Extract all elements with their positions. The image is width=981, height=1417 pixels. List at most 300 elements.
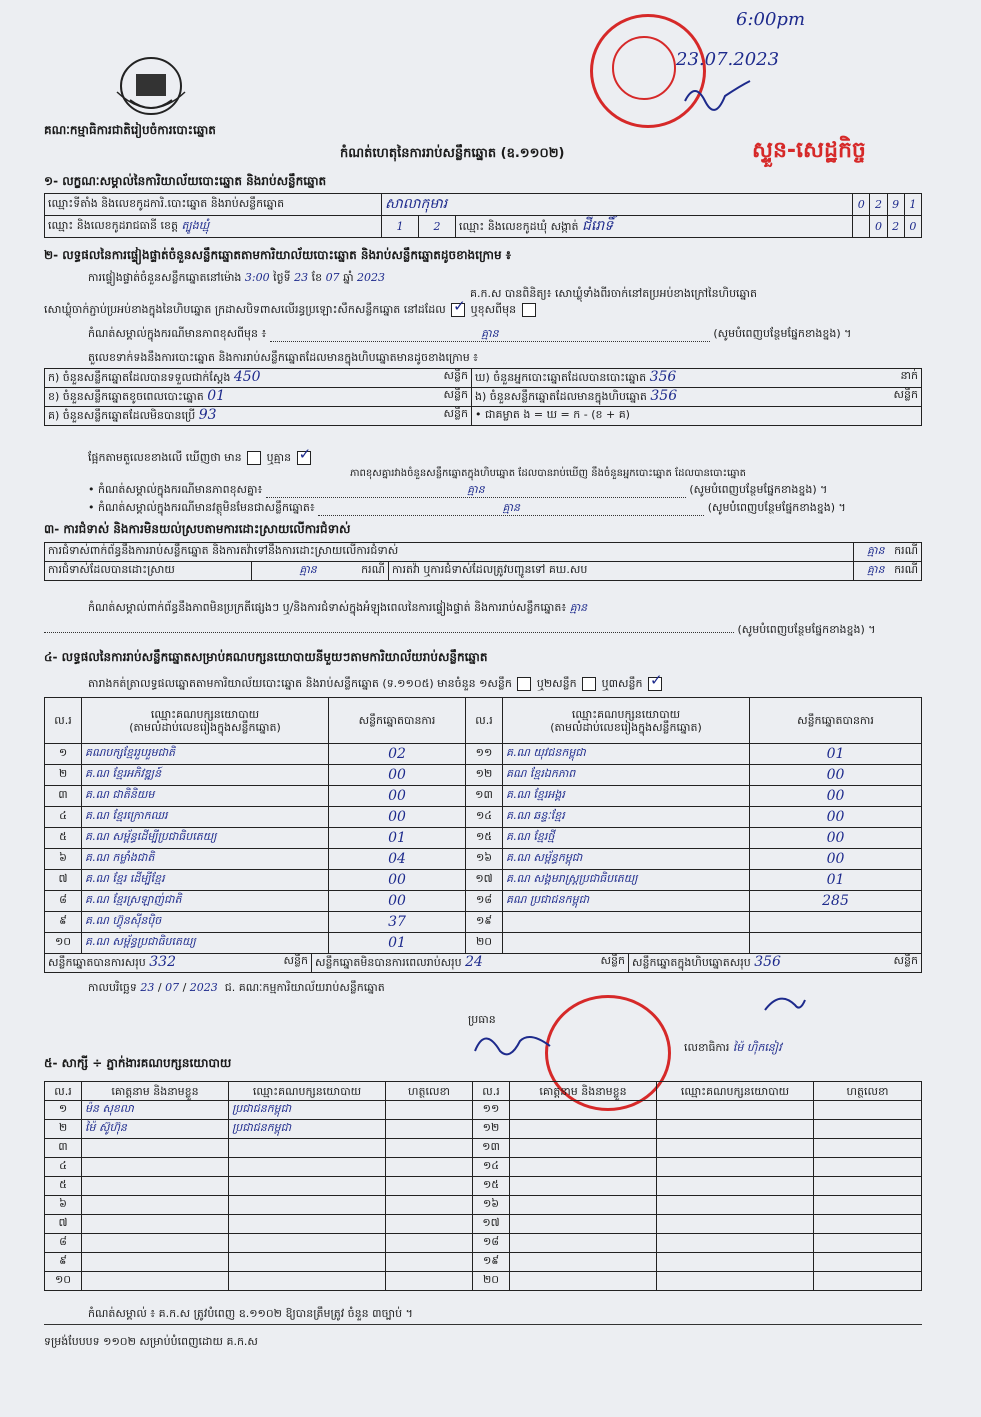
witness-name [510,1101,657,1120]
witness-sign [386,1158,473,1177]
verify-text-1: ការផ្ទៀងផ្ទាត់ចំនួនសន្លឹកឆ្នោតនៅម៉ោង [88,271,242,284]
result-no: ១៩ [466,912,503,933]
official-stamp-inner [612,36,676,100]
red-annotation: ស្ទួន-សេដ្ឋកិច្ច [752,138,866,163]
result-no: ១២ [466,765,503,786]
result-no: ១៥ [466,828,503,849]
result-party: គណ ខ្មែរឯកភាព [503,765,750,786]
objection-row2b-value: គ្មាន [867,563,885,576]
secretary-row [684,1040,782,1055]
col-no-right: ល.រ [466,698,503,744]
committee-name: គណៈកម្មាធិការជាតិរៀបចំការបោះឆ្នោត [44,123,216,137]
witness-party [657,1215,814,1234]
count-row-2-right-value: 356 [650,388,678,404]
objection-row1-value: គ្មាន [867,544,885,557]
date-label: កាលបរិច្ឆេទ [88,981,137,994]
count-row-1-left-label: ក) ចំនួនសន្លឹកឆ្នោតដែលបានទទួលជាក់ស្តែង [48,371,231,384]
witness-party [229,1139,386,1158]
check-rest: ភាពខុសគ្នារវាងចំនួនសន្លឹកឆ្នោតក្នុងហិបឆ្នោត ដែលបានរាប់ឃើញ នឹងចំនួនអ្នកបោះឆ្នោត ដែលបានបោះឆ្នោត [350,468,747,479]
note2-value: គ្មាន [467,483,485,496]
verify-month: 07 [325,271,340,284]
note-value: គ្មាន [481,327,499,340]
note-label: កំណត់សម្គាល់ក្នុងករណីមានភាពខុសពីមុន ៖ [88,327,267,340]
witness-name: ម៉ៃ ស៊ូហ៊ុន [82,1120,229,1139]
witness-name [82,1139,229,1158]
witness-name [82,1196,229,1215]
count-row-2-left-value: 01 [207,388,226,404]
date-day: 23 [140,981,155,994]
witness-sign [386,1101,473,1120]
section4-intro-row [88,676,664,691]
witness-name [510,1139,657,1158]
result-votes: 00 [750,765,922,786]
section1-title: ១- លក្ខណៈសម្គាល់នៃការិយាល័យបោះឆ្នោត និងរាប់សន្លឹកឆ្នោត [44,174,327,188]
stamp-time: 6:00pm [736,9,806,30]
witness-no: ១២ [473,1120,510,1139]
witness-name [510,1272,657,1291]
witness-row [45,1234,922,1253]
result-party [503,912,750,933]
section4-opt3: ឬ៣សន្លឹក [601,677,643,690]
result-votes: 00 [329,765,466,786]
result-votes: 00 [329,786,466,807]
count-row-3-left-value: 93 [198,407,217,423]
witness-party [229,1215,386,1234]
witness-no: ២០ [473,1272,510,1291]
check-line: ផ្អែកតាមតួលេខខាងលើ ឃើញថា មាន [88,451,242,464]
chair-label: ប្រធាន [468,1013,496,1026]
section3-hint-row [44,622,876,637]
station-label: ឈ្មោះទីតាំង និងលេខកូដការិ.បោះឆ្នោត និងរាប់សន្លឹកឆ្នោត [45,194,382,216]
witness-party [229,1253,386,1272]
witness-party [657,1120,814,1139]
has-difference-checkbox[interactable] [247,451,261,465]
count-row-3-left-unit: សន្លឹក [443,407,468,420]
witness-party [657,1253,814,1272]
secretary-name: ម៉ៃ ហ៊ិកនៀវ [732,1041,782,1054]
total-invalid-label: សន្លឹកឆ្នោតមិនបានការពេលរាប់សរុប [315,956,462,969]
witness-sign [814,1234,922,1253]
witness-sign [386,1272,473,1291]
count-row-3-right-label: • ជាគម្លាត ង = ឃ = ក - (ខ + គ) [475,408,630,421]
result-party: គ.ណ សម្ព័ន្ធដើម្បីប្រជាធិបតេយ្យ [82,828,329,849]
result-votes [750,933,922,954]
witness-no: ១៩ [473,1253,510,1272]
result-no: ៧ [45,870,82,891]
witness-no: ១៧ [473,1215,510,1234]
witness-row [45,1120,922,1139]
objection-row2b-label: ការតវ៉ា ឬការជំទាស់ដែលត្រូវបញ្ជូនទៅ គឃ.សប [389,562,854,581]
objection-row2-value: គ្មាន [299,563,317,576]
witness-sign [386,1253,473,1272]
result-party: គ.ណ ជាតិនិយម [82,786,329,807]
result-no: ១ [45,744,82,765]
objection-row1-unit: ករណី [894,544,918,557]
count-row-1-right-label: ឃ) ចំនួនអ្នកបោះឆ្នោតដែលបានបោះឆ្នោត [475,371,647,384]
witness-name [510,1196,657,1215]
witness-name [510,1234,657,1253]
result-party: គ.ណ ខ្មែរ ដើម្បីខ្មែរ [82,870,329,891]
result-votes: 37 [329,912,466,933]
witness-sign [814,1196,922,1215]
count-row-1-right-value: 356 [649,369,677,385]
result-no: ៦ [45,849,82,870]
result-no: ១៧ [466,870,503,891]
witness-name [510,1215,657,1234]
result-votes: 00 [750,786,922,807]
results-table [44,697,922,954]
form-title: កំណត់ហេតុនៃការរាប់សន្លឹកឆ្នោត (ឧ.១១០២) [340,146,565,161]
witness-row [45,1158,922,1177]
province-code-1: 1 [382,216,419,238]
witness-sign [814,1120,922,1139]
witness-no: ១៥ [473,1177,510,1196]
witness-party [657,1234,814,1253]
station-code-4: 1 [904,194,921,216]
commune-code-2: 2 [887,216,904,238]
results-row [45,828,922,849]
witness-party [657,1177,814,1196]
numbers-intro: តួលេខទាក់ទងនឹងការបោះឆ្នោត និងការរាប់សន្លឹកឆ្នោតដែលមានក្នុងហិបឆ្នោតមានដូចខាងក្រោម ៖ [88,351,479,364]
result-party [503,933,750,954]
result-votes: 00 [750,828,922,849]
w-col-name-right: គោត្តនាម និងនាមខ្លួន [510,1082,657,1101]
count-row-1-left-value: 450 [233,369,261,385]
commune-row [456,216,853,238]
results-row [45,870,922,891]
footer-note: កំណត់សម្គាល់ ៖ គ.ក.ស ត្រូវបំពេញ ឧ.១១០២ ឱ្យបានត្រឹមត្រូវ ចំនួន ៣ច្បាប់ ។ [88,1307,413,1320]
total-box-label: សន្លឹកឆ្នោតក្នុងហិបឆ្នោតសរុប [632,956,751,969]
witness-sign [386,1234,473,1253]
witness-no: ៩ [45,1253,82,1272]
results-row [45,807,922,828]
commune-code-1: 0 [870,216,887,238]
result-party: គ.ណ ខ្មែរអង្គរ [503,786,750,807]
province-row [45,216,382,238]
count-row-1 [45,369,922,388]
witness-sign [814,1158,922,1177]
verify-text-5: គ.ក.ស បានពិនិត្យ៖ សោឃ្លុំទាំងពីរចាក់នៅតប្រអប់ខាងក្រៅនៃហិបឆ្នោត [470,287,757,300]
section2-title: ២- លទ្ធផលនៃការផ្ទៀងផ្ទាត់ចំនួនសន្លឹកឆ្នោតតាមការិយាល័យបោះឆ្នោត និងរាប់សន្លឹកឆ្នោតដូចខាងក្រោម ៖ [44,248,512,262]
count-row-3-left-label: គ) ចំនួនសន្លឹកឆ្នោតដែលមិនបានប្រើ [48,409,196,422]
witness-row [45,1253,922,1272]
result-no: ៥ [45,828,82,849]
witness-party: ប្រជាជនកម្ពុជា [229,1101,386,1120]
witness-party [229,1196,386,1215]
witness-party [657,1196,814,1215]
witness-name [82,1234,229,1253]
verify-text-2: ថ្ងៃទី [273,271,291,284]
witness-no: ១៨ [473,1234,510,1253]
result-party: គ.ណ ខ្មែរស្រឡាញ់ជាតិ [82,891,329,912]
result-votes: 00 [750,849,922,870]
witness-row [45,1215,922,1234]
result-party: គ.ណ កម្លាំងជាតិ [82,849,329,870]
witness-party [657,1139,814,1158]
result-no: ១០ [45,933,82,954]
result-party: គ.ណ សម្ព័ន្ធកម្ពុជា [503,849,750,870]
results-row [45,912,922,933]
check-none: ឬគ្មាន [266,451,292,464]
total-valid-label: សន្លឹកឆ្នោតបានការសរុប [48,956,146,969]
station-code-1: 0 [853,194,870,216]
witness-party [657,1158,814,1177]
note2-row [88,482,827,498]
result-votes: 00 [329,807,466,828]
result-no: ៣ [45,786,82,807]
no-difference-checkbox[interactable] [297,451,311,465]
col-party-left-2: (តាមលំដាប់លេខរៀងក្នុងសន្លឹកឆ្នោត) [129,720,281,734]
result-party: គ.ណ ហ៊្វុនស៊ីនប៉ិច [82,912,329,933]
witness-name [82,1272,229,1291]
result-party: គណបក្សខ្មែររួបរួមជាតិ [82,744,329,765]
witness-party: ប្រជាជនកម្ពុជា [229,1120,386,1139]
objection-table [44,542,922,581]
w-col-sign-right: ហត្ថលេខា [814,1082,922,1101]
witness-no: ៥ [45,1177,82,1196]
objection-row1-label: ការជំទាស់ពាក់ព័ន្ធនឹងការរាប់សន្លឹកឆ្នោត និងការតវ៉ាទៅនឹងការដោះស្រាយលើការជំទាស់ [45,543,854,562]
col-votes-right: សន្លឹកឆ្នោតបានការ [750,698,922,744]
province-value: ត្បូងឃ្មុំ [181,218,210,232]
results-row [45,849,922,870]
note3-label: • កំណត់សម្គាល់ក្នុងករណីមានវត្ថុមិនមែនជាសន្លឹកឆ្នោត៖ [88,501,315,514]
result-party: គ.ណ ឆន្ទៈខ្មែរ [503,807,750,828]
footer-divider [44,1324,922,1325]
witness-row [45,1196,922,1215]
verify-text-4: ឆ្នាំ [343,271,354,284]
section3-title: ៣- ការជំទាស់ និងការមិនយល់ស្របតាមការដោះស្រាយលើការជំទាស់ [44,522,351,536]
note2-label: • កំណត់សម្គាល់ក្នុងករណីមានភាពខុសគ្នា៖ [88,483,263,496]
count-row-2-left-label: ខ) ចំនួនសន្លឹកឆ្នោតខូចពេលបោះឆ្នោត [48,390,204,403]
chair-signature [470,1026,560,1066]
signature-title: ជ. គណៈកម្មការិយាល័យរាប់សន្លឹកឆ្នោត [224,981,385,994]
same-checkbox[interactable] [451,303,465,317]
result-no: ១៣ [466,786,503,807]
w-col-no-left: ល.រ [45,1082,82,1101]
w-col-name-left: គោត្តនាម និងនាមខ្លួន [82,1082,229,1101]
verify-line [88,270,385,285]
result-party: គ.ណ សង្គមរាស្ត្រប្រជាធិបតេយ្យ [503,870,750,891]
witness-party [657,1101,814,1120]
result-no: ២០ [466,933,503,954]
result-no: ២ [45,765,82,786]
note-row [88,326,851,342]
nec-emblem-icon [112,52,190,120]
correct-label: ឬខុសពីមុន [470,303,517,316]
w-col-party-right: ឈ្មោះគណបក្សនយោបាយ [657,1082,814,1101]
different-checkbox[interactable] [522,303,536,317]
section3-note-value: គ្មាន [569,601,588,614]
witness-party [229,1234,386,1253]
witness-sign [386,1177,473,1196]
verify-text-3: ខែ [311,271,323,284]
col-party-right-2: (តាមលំដាប់លេខរៀងក្នុងសន្លឹកឆ្នោត) [550,720,702,734]
station-value: សាលាកុមារ [382,194,853,216]
total-box: 356 [754,954,781,970]
witness-row [45,1101,922,1120]
check-row [88,450,313,465]
verify-line2: សោឃ្លុំចាក់ភ្ជាប់ប្រអប់ខាងក្នុងនៃហិបឆ្នោត ក្រដាសបិទពាសលើរន្ធប្រឡោះសឹកសន្លឹកឆ្នោត នៅដដែល [44,303,446,316]
col-party-left [82,698,329,744]
witness-no: ១១ [473,1101,510,1120]
witness-name [82,1215,229,1234]
witness-sign [386,1215,473,1234]
three-sheet-checkbox[interactable] [648,677,662,691]
witness-row [45,1177,922,1196]
date-row: កាលបរិច្ឆេទ 23 / 07 / 2023 ជ. គណៈកម្មការិយាល័យរាប់សន្លឹកឆ្នោត [88,981,385,994]
section4-opt2: ឬ២សន្លឹក [536,677,577,690]
note3-row [88,500,846,516]
witness-no: ១៤ [473,1158,510,1177]
result-no: ៩ [45,912,82,933]
witness-no: ៧ [45,1215,82,1234]
result-party: គ.ណ ខ្មែរក្រោកឈរ [82,807,329,828]
result-no: ១៨ [466,891,503,912]
station-table [44,193,922,238]
witness-sign [814,1215,922,1234]
result-votes: 01 [329,933,466,954]
result-no: ៨ [45,891,82,912]
section3-note-row [88,600,587,615]
witness-no: ៣ [45,1139,82,1158]
totals-table [44,953,922,973]
witness-no: ៦ [45,1196,82,1215]
province-code-2: 2 [419,216,456,238]
total-valid-unit: សន្លឹក [283,954,308,967]
witness-party [657,1272,814,1291]
result-votes: 01 [750,744,922,765]
results-row [45,786,922,807]
result-no: ១៦ [466,849,503,870]
col-votes-left: សន្លឹកឆ្នោតបានការ [329,698,466,744]
witness-sign [386,1139,473,1158]
objection-row2-unit: ករណី [361,563,385,576]
count-row-2-left-unit: សន្លឹក [443,388,468,401]
result-party: គ.ណ យុវជនកម្ពុជា [503,744,750,765]
result-votes: 04 [329,849,466,870]
verify-day: 23 [294,271,309,284]
witness-sign [386,1196,473,1215]
note3-hint: (សូមបំពេញបន្ថែមផ្នែកខាងខ្នង) ។ [707,501,846,514]
section3-note-hint: (សូមបំពេញបន្ថែមផ្នែកខាងខ្នង) ។ [737,623,876,636]
objection-row2b-unit: ករណី [894,563,918,576]
result-party: គ.ណ ខ្មែរថ្មី [503,828,750,849]
results-row [45,744,922,765]
witness-name: ម៉ន សុខលា [82,1101,229,1120]
results-row [45,765,922,786]
verify-time: 3:00 [244,271,270,284]
footer-form-ref: ទម្រង់បែបបទ ១១០២ សម្រាប់បំពេញដោយ គ.ក.ស [44,1335,258,1348]
note2-hint: (សូមបំពេញបន្ថែមផ្នែកខាងខ្នង) ។ [689,483,828,496]
witness-sign [814,1253,922,1272]
verify-line2-row [44,302,538,317]
result-party: គណ ប្រជាជនកម្ពុជា [503,891,750,912]
result-votes: 00 [329,870,466,891]
station-code-3: 9 [887,194,904,216]
w-col-no-right: ល.រ [473,1082,510,1101]
w-col-party-left: ឈ្មោះគណបក្សនយោបាយ [229,1082,386,1101]
witness-no: ១៦ [473,1196,510,1215]
result-votes: 00 [750,807,922,828]
witness-sign [814,1272,922,1291]
count-row-1-left-unit: សន្លឹក [443,369,468,382]
total-valid: 332 [149,954,176,970]
province-label: ឈ្មោះ និងលេខកូដរាជធានី ខេត្ត [48,218,178,232]
result-votes: 01 [329,828,466,849]
note-hint: (សូមបំពេញបន្ថែមផ្នែកខាងខ្នង) ។ [713,327,852,340]
stamp-date: 23.07.2023 [676,49,780,70]
result-no: ១១ [466,744,503,765]
result-no: ៤ [45,807,82,828]
witness-sign [814,1101,922,1120]
date-year: 2023 [189,981,218,994]
total-box-unit: សន្លឹក [893,954,918,967]
one-sheet-checkbox[interactable] [517,677,531,691]
result-votes: 285 [750,891,922,912]
count-row-3 [45,407,922,426]
result-no: ១៤ [466,807,503,828]
witness-row [45,1139,922,1158]
witness-no: ១ [45,1101,82,1120]
commune-code-3: 0 [904,216,921,238]
station-code-2: 2 [870,194,887,216]
col-party-left-1: ឈ្មោះគណបក្សនយោបាយ [150,707,260,721]
secretary-label: លេខាធិការ [684,1041,730,1054]
result-votes: 02 [329,744,466,765]
witness-row [45,1272,922,1291]
witness-name [510,1158,657,1177]
count-row-2-right-unit: សន្លឹក [893,388,918,401]
witness-name [82,1253,229,1272]
total-invalid: 24 [465,954,483,970]
witness-party [229,1272,386,1291]
section4-title: ៤- លទ្ធផលនៃការរាប់សន្លឹកឆ្នោតសម្រាប់គណបក្សនយោបាយនីមួយៗតាមការិយាល័យរាប់សន្លឹកឆ្នោត [44,650,488,664]
result-party: គ.ណ សម្ព័ន្ធប្រជាធិបតេយ្យ [82,933,329,954]
witness-name [510,1253,657,1272]
count-row-2-right-label: ង) ចំនួនសន្លឹកឆ្នោតដែលមានក្នុងហិបឆ្នោត [475,390,647,403]
result-party: គ.ណ ខ្មែរអភិវឌ្ឍន៍ [82,765,329,786]
witness-party [229,1177,386,1196]
col-no-left: ល.រ [45,698,82,744]
results-row [45,933,922,954]
witness-name [82,1158,229,1177]
w-col-sign-left: ហត្ថលេខា [386,1082,473,1101]
results-row [45,891,922,912]
witness-party [229,1158,386,1177]
two-sheet-checkbox[interactable] [582,677,596,691]
section4-intro: តារាងកត់ត្រាលទ្ធផលឆ្នោតតាមការិយាល័យបោះឆ្នោត និងរាប់សន្លឹកឆ្នោត (ទ.១១០៥) មានចំនួន ១សន្លឹក [88,677,512,690]
count-table [44,368,922,426]
count-row-2 [45,388,922,407]
witness-no: ២ [45,1120,82,1139]
result-votes [750,912,922,933]
section5-title: ៥- សាក្សី ÷ ភ្នាក់ងារគណបក្សនយោបាយ [44,1056,232,1070]
witness-table [44,1081,922,1291]
result-votes: 01 [750,870,922,891]
count-row-1-right-unit: នាក់ [900,369,918,382]
secretary-signature [760,990,810,1020]
witness-no: ៨ [45,1234,82,1253]
witness-sign [814,1139,922,1158]
date-month: 07 [165,981,180,994]
witness-sign [814,1177,922,1196]
witness-name [82,1177,229,1196]
note3-value: គ្មាន [502,501,520,514]
stamp-signature [680,76,760,116]
witness-name [510,1120,657,1139]
witness-no: ១៣ [473,1139,510,1158]
verify-year: 2023 [357,271,386,284]
